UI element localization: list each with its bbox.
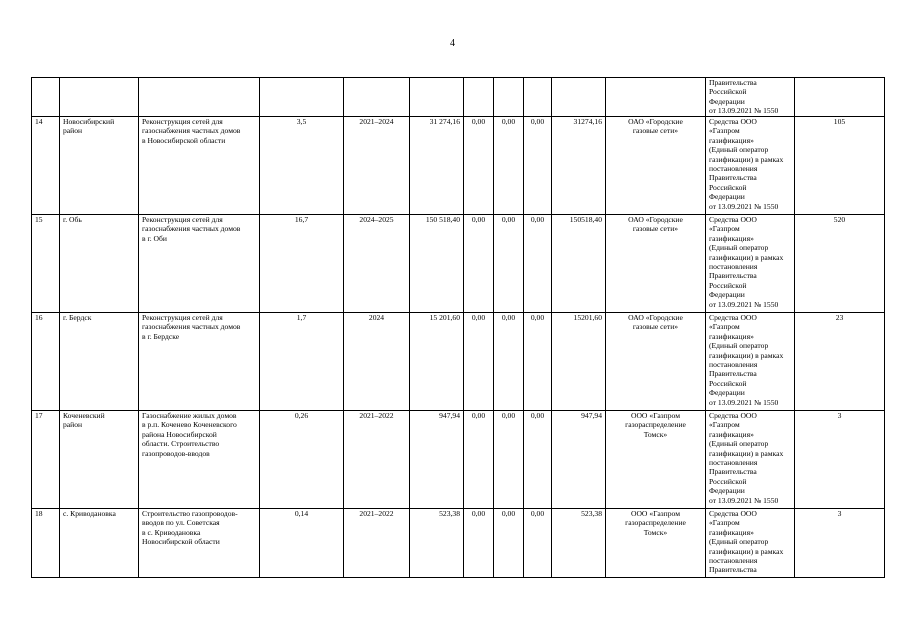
source-line: Федерации — [709, 486, 745, 496]
object-line: области. Строительство — [142, 439, 220, 449]
source-line: газификации) в рамках — [709, 252, 784, 262]
source-line: газификация» — [709, 233, 754, 243]
cell-count: 520 — [795, 215, 885, 313]
source-line: Правительства — [709, 565, 757, 575]
source-line: Средства ООО — [709, 215, 757, 224]
cell-period: 2024–2025 — [344, 215, 410, 313]
object-line: в Новосибирской области — [142, 135, 226, 145]
cell-source — [706, 509, 795, 578]
cell-district — [60, 411, 139, 509]
district-line: с. Криводановка — [63, 509, 116, 518]
source-line: Федерации — [709, 192, 745, 202]
table-body — [32, 78, 885, 578]
cell-district — [60, 313, 139, 411]
source-line: постановления — [709, 164, 758, 174]
cell-num: 16 — [32, 313, 60, 411]
cell-v1: 0,00 — [464, 313, 494, 411]
cell-total: 523,38 — [410, 509, 464, 578]
object-line: газоснабжения частных домов — [142, 224, 241, 234]
cell-v1: 0,00 — [464, 509, 494, 578]
cell-object — [139, 215, 260, 313]
cell-executor — [606, 313, 706, 411]
cell-v3: 0,00 — [524, 411, 552, 509]
executor-line: Томск» — [643, 527, 668, 537]
cell-v4: 523,38 — [552, 509, 606, 578]
cell-num — [32, 78, 60, 117]
cell-length: 1,7 — [260, 313, 344, 411]
cell-count: 3 — [795, 411, 885, 509]
executor-line: ООО «Газпром — [630, 509, 681, 518]
program-table — [31, 77, 885, 578]
cell-length: 0,26 — [260, 411, 344, 509]
source-line: (Единый оператор — [709, 145, 769, 155]
source-line: Правительства — [709, 78, 757, 87]
cell-period: 2021–2024 — [344, 117, 410, 215]
object-line: в р.п. Коченево Коченевского — [142, 420, 237, 430]
cell-v1: 0,00 — [464, 215, 494, 313]
executor-line: ОАО «Городские — [628, 117, 683, 126]
cell-length — [260, 78, 344, 117]
cell-v1: 0,00 — [464, 411, 494, 509]
cell-v4 — [552, 78, 606, 117]
cell-v2: 0,00 — [494, 117, 524, 215]
source-line: Правительства — [709, 271, 757, 281]
cell-count — [795, 78, 885, 117]
source-line: Российской — [709, 378, 747, 388]
source-line: газификации) в рамках — [709, 546, 784, 556]
source-line: постановления — [709, 262, 758, 272]
source-line: газификация» — [709, 527, 754, 537]
source-line: от 13.09.2021 № 1550 — [709, 201, 779, 211]
source-line: (Единый оператор — [709, 537, 769, 547]
source-line: Средства ООО — [709, 117, 757, 126]
cell-num: 18 — [32, 509, 60, 578]
cell-v4: 150518,40 — [552, 215, 606, 313]
district-line: район — [63, 126, 83, 136]
object-line: газоснабжения частных домов — [142, 126, 241, 136]
source-line: от 13.09.2021 № 1550 — [709, 495, 779, 505]
cell-v1: 0,00 — [464, 117, 494, 215]
cell-length: 0,14 — [260, 509, 344, 578]
source-line: (Единый оператор — [709, 439, 769, 449]
source-line: «Газпром — [709, 224, 740, 234]
cell-object — [139, 509, 260, 578]
table-row — [32, 313, 885, 411]
source-line: «Газпром — [709, 518, 740, 528]
cell-executor — [606, 509, 706, 578]
source-line: (Единый оператор — [709, 243, 769, 253]
source-line: Российской — [709, 87, 747, 97]
cell-source — [706, 411, 795, 509]
cell-total: 947,94 — [410, 411, 464, 509]
cell-district — [60, 215, 139, 313]
source-line: газификации) в рамках — [709, 350, 784, 360]
object-line: Реконструкция сетей для — [142, 117, 223, 126]
cell-executor — [606, 411, 706, 509]
source-line: «Газпром — [709, 322, 740, 332]
object-line: Строительство газопроводов- — [142, 509, 238, 518]
cell-num: 14 — [32, 117, 60, 215]
cell-v2: 0,00 — [494, 215, 524, 313]
source-line: Средства ООО — [709, 411, 757, 420]
cell-length: 3,5 — [260, 117, 344, 215]
district-line: г. Бердск — [63, 313, 92, 322]
executor-line: газораспределение — [625, 420, 686, 430]
table-row — [32, 215, 885, 313]
cell-v2: 0,00 — [494, 509, 524, 578]
cell-source — [706, 117, 795, 215]
source-line: от 13.09.2021 № 1550 — [709, 299, 779, 309]
source-line: (Единый оператор — [709, 341, 769, 351]
source-line: «Газпром — [709, 420, 740, 430]
cell-v3 — [524, 78, 552, 117]
source-line: Средства ООО — [709, 313, 757, 322]
cell-v3: 0,00 — [524, 313, 552, 411]
district-line: Новосибирский — [63, 117, 115, 126]
cell-total: 150 518,40 — [410, 215, 464, 313]
object-line: газоснабжения частных домов — [142, 322, 241, 332]
cell-v2: 0,00 — [494, 313, 524, 411]
page-number: 4 — [450, 38, 455, 49]
district-line: Коченевский — [63, 411, 105, 420]
cell-district — [60, 117, 139, 215]
cell-v4: 15201,60 — [552, 313, 606, 411]
source-line: газификация» — [709, 331, 754, 341]
source-line: постановления — [709, 556, 758, 566]
source-line: от 13.09.2021 № 1550 — [709, 397, 779, 407]
source-line: постановления — [709, 458, 758, 468]
cell-source — [706, 313, 795, 411]
table-row — [32, 117, 885, 215]
cell-object — [139, 313, 260, 411]
source-line: Федерации — [709, 96, 745, 106]
object-line: вводов по ул. Советская — [142, 518, 220, 528]
cell-period — [344, 78, 410, 117]
source-line: Федерации — [709, 388, 745, 398]
object-line: Реконструкция сетей для — [142, 215, 223, 224]
cell-object — [139, 411, 260, 509]
executor-line: ООО «Газпром — [630, 411, 681, 420]
cell-v1 — [464, 78, 494, 117]
executor-line: газовые сети» — [632, 126, 679, 136]
source-line: Российской — [709, 476, 747, 486]
object-line: в г. Бердске — [142, 331, 180, 341]
cell-count: 3 — [795, 509, 885, 578]
source-line: газификации) в рамках — [709, 448, 784, 458]
cell-period: 2024 — [344, 313, 410, 411]
cell-total — [410, 78, 464, 117]
executor-line: ОАО «Городские — [628, 313, 683, 322]
source-line: Средства ООО — [709, 509, 757, 518]
table-row — [32, 411, 885, 509]
cell-v2 — [494, 78, 524, 117]
cell-v4: 947,94 — [552, 411, 606, 509]
cell-total: 31 274,16 — [410, 117, 464, 215]
object-line: района Новосибирской — [142, 429, 217, 439]
cell-district — [60, 78, 139, 117]
cell-length: 16,7 — [260, 215, 344, 313]
table-row — [32, 509, 885, 578]
cell-num: 15 — [32, 215, 60, 313]
executor-line: Томск» — [643, 429, 668, 439]
source-line: Правительства — [709, 467, 757, 477]
cell-source — [706, 78, 795, 117]
object-line: газопроводов-вводов — [142, 448, 210, 458]
object-line: в с. Криводановка — [142, 527, 201, 537]
cell-count: 105 — [795, 117, 885, 215]
cell-object — [139, 117, 260, 215]
cell-v3: 0,00 — [524, 509, 552, 578]
cell-total: 15 201,60 — [410, 313, 464, 411]
cell-count: 23 — [795, 313, 885, 411]
source-line: газификации) в рамках — [709, 154, 784, 164]
object-line: Газоснабжение жилых домов — [142, 411, 237, 420]
district-line: район — [63, 420, 83, 430]
table-row-continued — [32, 78, 885, 117]
object-line: Реконструкция сетей для — [142, 313, 223, 322]
object-line: Новосибирской области — [142, 537, 220, 547]
cell-district — [60, 509, 139, 578]
object-line: в г. Оби — [142, 233, 167, 243]
source-line: Российской — [709, 280, 747, 290]
executor-line: ОАО «Городские — [628, 215, 683, 224]
cell-period: 2021–2022 — [344, 411, 410, 509]
cell-executor — [606, 215, 706, 313]
source-line: «Газпром — [709, 126, 740, 136]
executor-line: газовые сети» — [632, 224, 679, 234]
cell-executor — [606, 117, 706, 215]
source-line: постановления — [709, 360, 758, 370]
source-line: газификация» — [709, 135, 754, 145]
cell-v3: 0,00 — [524, 117, 552, 215]
cell-v4: 31274,16 — [552, 117, 606, 215]
source-line: газификация» — [709, 429, 754, 439]
source-line: от 13.09.2021 № 1550 — [709, 106, 779, 116]
cell-executor — [606, 78, 706, 117]
cell-v2: 0,00 — [494, 411, 524, 509]
source-line: Российской — [709, 182, 747, 192]
cell-source — [706, 215, 795, 313]
district-line: г. Обь — [63, 215, 82, 224]
cell-object — [139, 78, 260, 117]
source-line: Правительства — [709, 369, 757, 379]
cell-num: 17 — [32, 411, 60, 509]
executor-line: газораспределение — [625, 518, 686, 528]
source-line: Правительства — [709, 173, 757, 183]
cell-period: 2021–2022 — [344, 509, 410, 578]
executor-line: газовые сети» — [632, 322, 679, 332]
source-line: Федерации — [709, 290, 745, 300]
cell-v3: 0,00 — [524, 215, 552, 313]
